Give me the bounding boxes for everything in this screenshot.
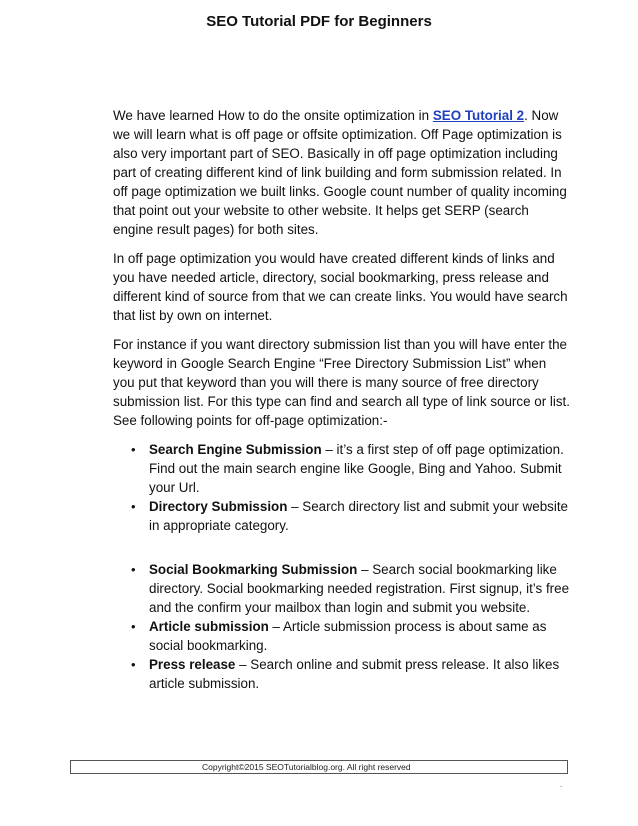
bullet-term: Search Engine Submission xyxy=(149,442,322,457)
bullet-text: – Search online and submit press release. It also likes article submission. xyxy=(149,657,560,691)
bullet-text: – Article submission process is about same as social bookmarking. xyxy=(149,619,547,653)
bullet-text: – Search directory list and submit your website in appropriate category. xyxy=(149,499,568,533)
bullet-text: – Search social bookmarking like directory. Social bookmarking needed registration. First signup, it’s free and the confirm your mailbox than login and submit you website. xyxy=(149,562,570,615)
bullet-list xyxy=(113,440,571,693)
bullet-term: Social Bookmarking Submission xyxy=(149,562,358,577)
list-item xyxy=(113,617,571,655)
bullet-icon: • xyxy=(131,657,136,672)
list-spacer xyxy=(113,535,571,560)
paragraph-directory: For instance if you want directory submission list than you will have enter the keyword in Google Search Engine “Free Directory Submission List” when you put that keyword than you will there is many source of free directory submission list. For this type can find and search all type of link source or list. See following points for off-page optimization:- xyxy=(113,337,570,428)
bullet-term: Article submission xyxy=(149,619,269,634)
list-item xyxy=(113,497,571,535)
bullet-icon: • xyxy=(131,442,136,457)
list-item xyxy=(113,655,571,693)
bullet-icon: • xyxy=(131,562,136,577)
page-marker: . xyxy=(560,780,563,789)
bullet-icon: • xyxy=(131,499,136,514)
page-title: SEO Tutorial PDF for Beginners xyxy=(206,13,432,30)
list-item xyxy=(113,440,571,497)
list-item xyxy=(113,560,571,617)
paragraph-links: In off page optimization you would have created different kinds of links and you have needed article, directory, social bookmarking, press release and different kind of source from that we can create links. You would have search that list by own on internet. xyxy=(113,251,568,323)
bullet-icon: • xyxy=(131,619,136,634)
footer-copyright: Copyright©2015 SEOTutorialblog.org. All right reserved xyxy=(70,760,568,774)
seo-tutorial-2-link[interactable]: SEO Tutorial 2 xyxy=(432,108,525,123)
bullet-term: Press release xyxy=(149,657,236,672)
document-body xyxy=(113,106,571,693)
bullet-text: – it’s a first step of off page optimization. Find out the main search engine like Google, Bing and Yahoo. Submit your Url. xyxy=(149,442,564,495)
paragraph-intro-text-end: . Now we will learn what is off page or offsite optimization. Off Page optimization is also very important part of SEO. Basically in off page optimization including part of creating different kind of link building and form submission related. In off page optimization we built links. Google count number of quality incoming that point out your website to other website. It helps get SERP (search engine result pages) for both sites. xyxy=(113,108,567,237)
paragraph-intro xyxy=(113,106,571,239)
bullet-term: Directory Submission xyxy=(149,499,288,514)
paragraph-intro-text-start: We have learned How to do the onsite optimization in xyxy=(113,108,433,123)
